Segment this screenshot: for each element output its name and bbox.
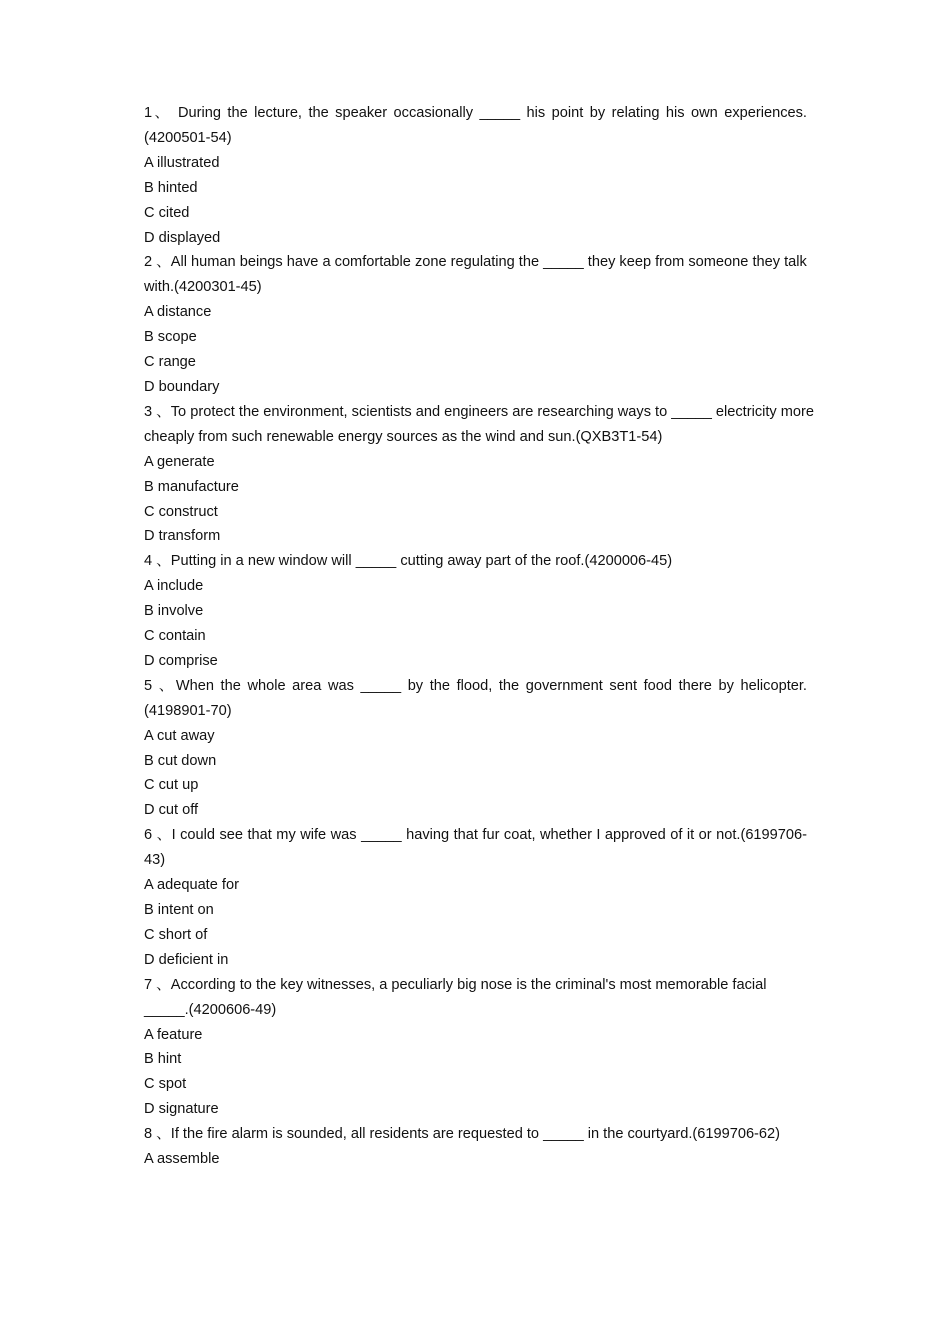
option-a: A generate <box>144 453 215 470</box>
option-b: B scope <box>144 329 197 346</box>
option-c: C contain <box>144 628 206 645</box>
option-c: C cited <box>144 204 190 221</box>
option-c: C construct <box>144 503 218 520</box>
option-d: D comprise <box>144 652 218 669</box>
option-b: B involve <box>144 603 204 620</box>
option-a: A feature <box>144 1026 203 1043</box>
question-3 <box>144 400 815 549</box>
option-d: D displayed <box>144 229 221 246</box>
question-stem: 5 、When the whole area was _____ by the flood, the government sent food there by helicopter.(4198901-70) <box>144 677 807 719</box>
question-7 <box>144 973 807 1122</box>
option-b: B manufacture <box>144 478 239 495</box>
option-d: D transform <box>144 528 221 545</box>
question-5 <box>144 674 807 823</box>
question-1 <box>144 101 807 250</box>
option-d: D boundary <box>144 378 220 395</box>
question-stem: 2 、All human beings have a comfortable zone regulating the _____ they keep from someone they talk with.(4200301-45) <box>144 254 807 296</box>
option-b: B hinted <box>144 179 198 196</box>
option-a: A adequate for <box>144 877 239 894</box>
option-c: C range <box>144 354 196 371</box>
option-c: C short of <box>144 926 208 943</box>
question-stem: 8 、If the fire alarm is sounded, all residents are requested to _____ in the courtyard.(6199706-62) <box>144 1126 781 1143</box>
option-d: D deficient in <box>144 951 229 968</box>
question-stem: 1、 During the lecture, the speaker occasionally _____ his point by relating his own experiences.(4200501-54) <box>144 105 807 146</box>
option-a: A include <box>144 578 204 595</box>
question-stem: 7 、According to the key witnesses, a peculiarly big nose is the criminal's most memorable facial _____.(4200606-49) <box>144 976 767 1018</box>
question-stem: 6 、I could see that my wife was _____ having that fur coat, whether I approved of it or not.(6199706-43) <box>144 827 807 869</box>
question-4 <box>144 549 807 674</box>
option-b: B cut down <box>144 752 217 769</box>
question-stem: 3 、To protect the environment, scientists and engineers are researching ways to _____ electricity more cheaply from such renewable energy sources as the wind and sun.(QXB3T1-54) <box>144 403 815 445</box>
option-a: A illustrated <box>144 154 220 171</box>
option-a: A assemble <box>144 1151 220 1168</box>
question-8 <box>144 1122 807 1172</box>
question-2 <box>144 250 807 399</box>
option-d: D signature <box>144 1101 219 1118</box>
option-b: B hint <box>144 1051 182 1068</box>
option-c: C cut up <box>144 777 199 794</box>
option-a: A cut away <box>144 727 215 744</box>
document-page <box>144 101 815 1172</box>
option-b: B intent on <box>144 902 214 918</box>
option-a: A distance <box>144 304 212 321</box>
option-c: C spot <box>144 1076 187 1093</box>
question-stem: 4 、Putting in a new window will _____ cutting away part of the roof.(4200006-45) <box>144 553 673 570</box>
option-d: D cut off <box>144 802 199 819</box>
question-6 <box>144 823 807 972</box>
